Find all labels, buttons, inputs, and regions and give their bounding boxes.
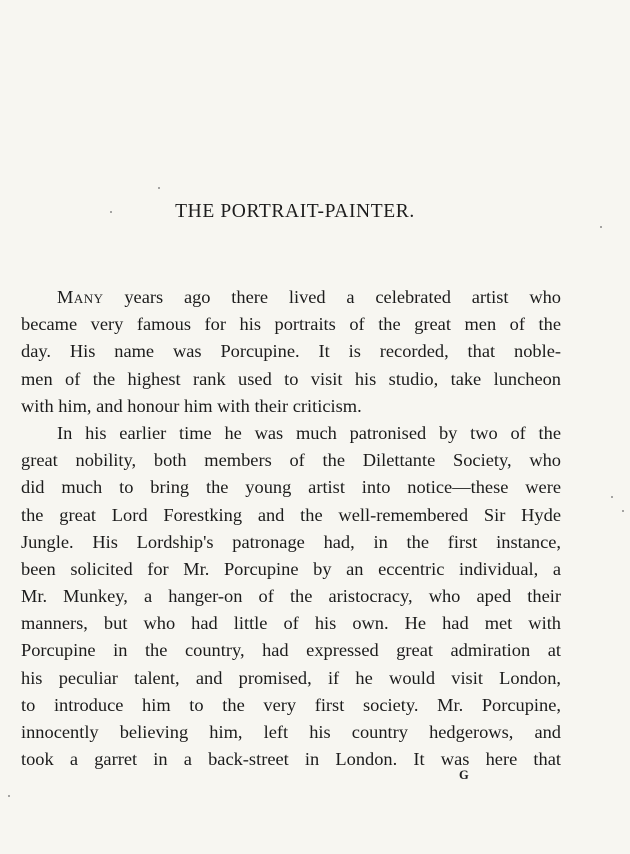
text-line: Porcupine in the country, had expressed great admiration at [21, 640, 561, 661]
text-line: Jungle. His Lordship's patronage had, in the first instance, [21, 531, 561, 552]
paper-speck [8, 795, 10, 797]
paper-speck [611, 496, 613, 498]
paper-speck [622, 510, 624, 512]
text-line: did much to bring the young artist into notice—these were [21, 477, 561, 498]
text-line: manners, but who had little of his own. He had met with [21, 613, 561, 634]
paper-speck [158, 187, 160, 189]
text-line: with him, and honour him with their criticism. [21, 395, 362, 416]
text-line: innocently believing him, left his country hedgerows, and [21, 722, 561, 742]
text-line-rest: years ago there lived a celebrated artist who [124, 287, 561, 307]
text-line [21, 284, 561, 311]
paper-speck [600, 226, 602, 228]
text-line: been solicited for Mr. Porcupine by an eccentric individual, a [21, 558, 561, 579]
text-line: In his earlier time he was much patronised by two of the [57, 422, 561, 443]
text-line: the great Lord Forestking and the well-remembered Sir Hyde [21, 504, 561, 525]
text-line: to introduce him to the very first society. Mr. Porcupine, [21, 694, 561, 715]
text-line: took a garret in a back-street in London. It was here that [21, 749, 561, 770]
signature-mark: G [459, 768, 469, 782]
dropcap-word: Many [57, 287, 104, 307]
text-line: became very famous for his portraits of the great men of the [21, 314, 561, 335]
body-text [21, 284, 561, 773]
chapter-title: THE PORTRAIT-PAINTER. [175, 201, 415, 222]
text-line: men of the highest rank used to visit his studio, take luncheon [21, 368, 561, 389]
text-line: day. His name was Porcupine. It is recorded, that noble- [21, 341, 561, 362]
text-line: his peculiar talent, and promised, if he would visit London, [21, 667, 561, 688]
text-line: Mr. Munkey, a hanger-on of the aristocracy, who aped their [21, 586, 561, 607]
text-line: great nobility, both members of the Dilettante Society, who [21, 450, 561, 471]
